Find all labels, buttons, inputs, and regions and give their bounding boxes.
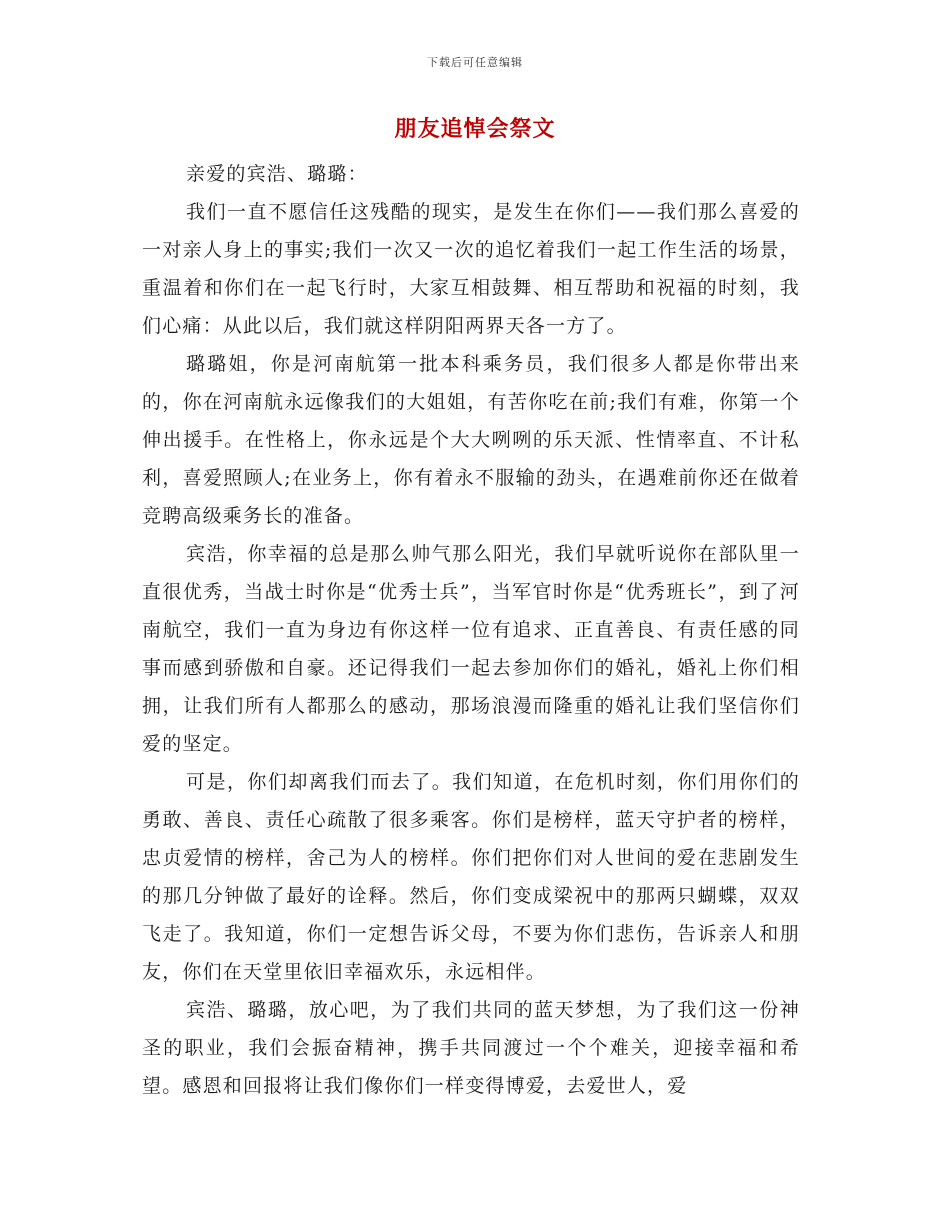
paragraph-1: 我们一直不愿信任这残酷的现实，是发生在你们——我们那么喜爱的一对亲人身上的事实;我们一次又一次的追忆着我们一起工作生活的场景，重温着和你们在一起飞行时，大家互相鼓舞、相互帮助和祝福的时刻，我们心痛：从此以后，我们就这样阴阳两界天各一方了。 (142, 201, 800, 337)
paragraph-4: 可是，你们却离我们而去了。我们知道，在危机时刻，你们用你们的勇敢、善良、责任心疏散了很多乘客。你们是榜样，蓝天守护者的榜样，忠贞爱情的榜样，舍己为人的榜样。你们把你们对人世间的爱在悲剧发生的那几分钟做了最好的诠释。然后，你们变成梁祝中的那两只蝴蝶，双双飞走了。我知道，你们一定想告诉父母，不要为你们悲伤，告诉亲人和朋友，你们在天堂里依旧幸福欢乐，永远相伴。 (142, 771, 800, 983)
salutation: 亲爱的宾浩、璐璐： (186, 163, 368, 185)
paragraph-5: 宾浩、璐璐，放心吧，为了我们共同的蓝天梦想，为了我们这一份神圣的职业，我们会振奋精神，携手共同渡过一个个难关，迎接幸福和希望。感恩和回报将让我们像你们一样变得博爱，去爱世人，爱 (142, 999, 800, 1097)
paragraph-3: 宾浩，你幸福的总是那么帅气那么阳光，我们早就听说你在部队里一直很优秀，当战士时你是“优秀士兵”，当军官时你是“优秀班长”，到了河南航空，我们一直为身边有你这样一位有追求、正直善良、有责任感的同事而感到骄傲和自豪。还记得我们一起去参加你们的婚礼，婚礼上你们相拥，让我们所有人都那么的感动，那场浪漫而隆重的婚礼让我们坚信你们爱的坚定。 (142, 543, 800, 755)
document-body (142, 155, 800, 1105)
page-header: 下载后可任意编辑 (427, 56, 523, 69)
document-title: 朋友追悼会祭文 (394, 116, 556, 142)
paragraph-2: 璐璐姐，你是河南航第一批本科乘务员，我们很多人都是你带出来的，你在河南航永远像我们的大姐姐，有苦你吃在前;我们有难，你第一个伸出援手。在性格上，你永远是个大大咧咧的乐天派、性情率直、不计私利，喜爱照顾人;在业务上，你有着永不服输的劲头，在遇难前你还在做着竞聘高级乘务长的准备。 (142, 353, 800, 527)
